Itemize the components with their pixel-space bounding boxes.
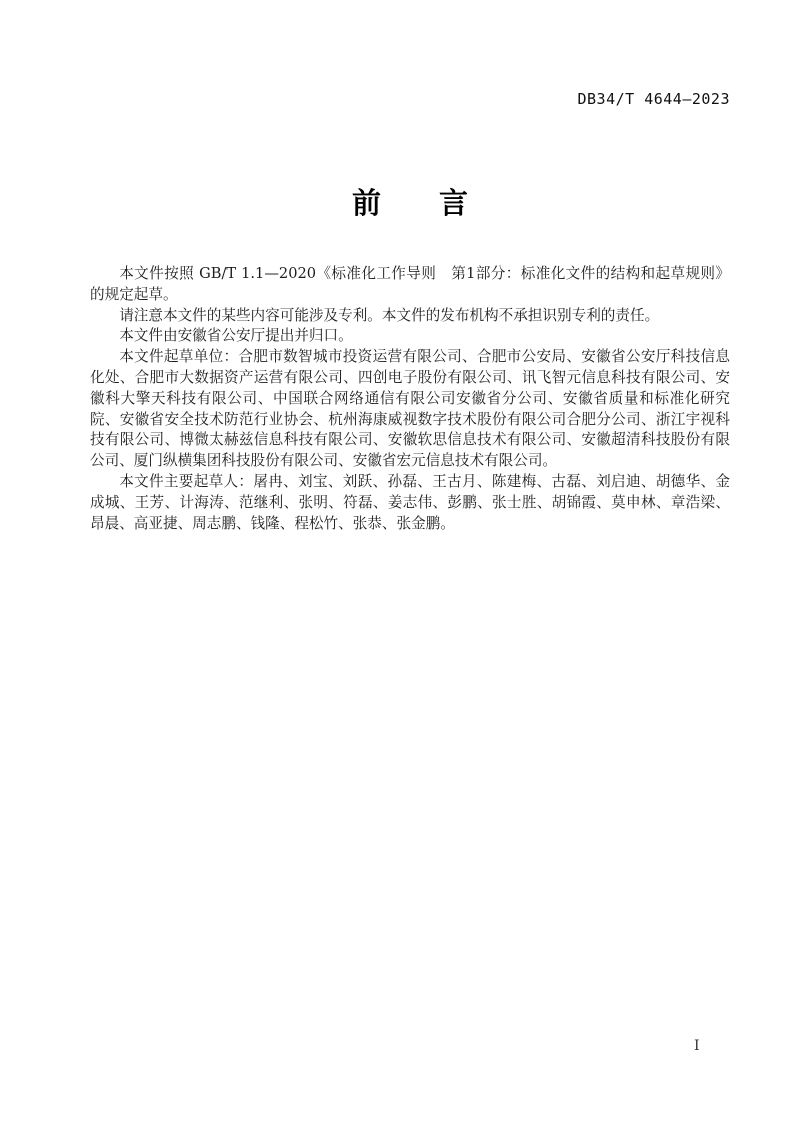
paragraph-drafting-rule: 本文件按照 GB/T 1.1—2020《标准化工作导则 第1部分：标准化文件的结构和起草规则》的规定起草。 bbox=[90, 265, 730, 303]
paragraph-issuing-body: 本文件由安徽省公安厅提出并归口。 bbox=[119, 327, 353, 345]
foreword-title: 前 言 bbox=[351, 186, 468, 220]
foreword-body bbox=[90, 264, 730, 534]
paragraph-drafting-organizations: 本文件起草单位：合肥市数智城市投资运营有限公司、合肥市公安局、安徽省公安厅科技信息化处、合肥市大数据资产运营有限公司、四创电子股份有限公司、讯飞智元信息科技有限公司、安徽科大擎天科技有限公司、中国联合网络通信有限公司安徽省分公司、安徽省质量和标准化研究院、安徽省安全技术防范行业协会、杭州海康威视数字技术股份有限公司合肥分公司、浙江宇视科技有限公司、博微太赫兹信息科技有限公司、安徽软思信息技术有限公司、安徽超清科技股份有限公司、厦门纵横集团科技股份有限公司、安徽省宏元信息技术有限公司。 bbox=[90, 348, 730, 470]
paragraph-patent-notice: 请注意本文件的某些内容可能涉及专利。本文件的发布机构不承担识别专利的责任。 bbox=[119, 306, 660, 324]
document-number: DB34/T 4644—2023 bbox=[577, 90, 730, 108]
page-number: I bbox=[694, 1038, 700, 1054]
paragraph-main-drafters: 本文件主要起草人：屠冉、刘宝、刘跃、孙磊、王古月、陈建梅、古磊、刘启迪、胡德华、金成城、王芳、计海涛、范继利、张明、符磊、姜志伟、彭鹏、张士胜、胡锦霞、莫申林、章浩梁、昂晨、高亚捷、周志鹏、钱隆、程松竹、张恭、张金鹏。 bbox=[90, 472, 730, 532]
